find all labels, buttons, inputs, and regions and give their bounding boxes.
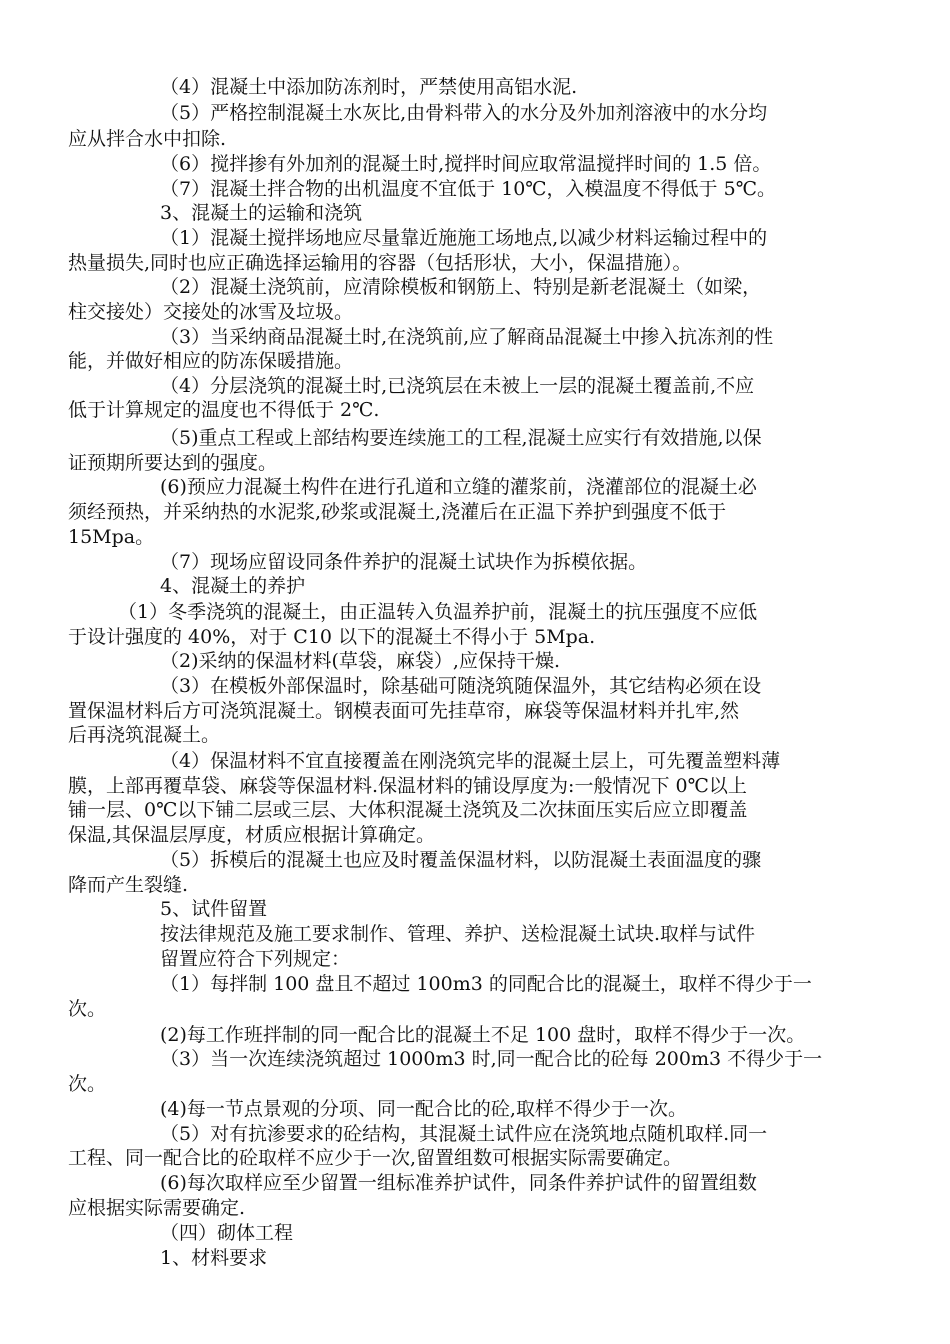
text-line: （1）混凝土搅拌场地应尽量靠近施施工场地点,以减少材料运输过程中的 bbox=[160, 227, 768, 249]
text-line: 次。 bbox=[68, 998, 107, 1020]
text-line: （7）混凝土拌合物的出机温度不宜低于 10℃，入模温度不得低于 5℃。 bbox=[160, 178, 776, 200]
text-line: （6）搅拌掺有外加剂的混凝土时,搅拌时间应取常温搅拌时间的 1.5 倍。 bbox=[160, 153, 772, 175]
text-line: 于设计强度的 40%，对于 C10 以下的混凝土不得小于 5Mpa. bbox=[68, 626, 596, 648]
section-heading: 3、混凝土的运输和浇筑 bbox=[160, 202, 363, 224]
text-line: 保温,其保温层厚度，材质应根据计算确定。 bbox=[68, 824, 436, 846]
text-line: （4）保温材料不宜直接覆盖在刚浇筑完毕的混凝土层上，可先覆盖塑料薄 bbox=[160, 750, 781, 772]
text-line: （5）对有抗渗要求的砼结构，其混凝土试件应在浇筑地点随机取样.同一 bbox=[160, 1123, 768, 1145]
text-line: (6)预应力混凝土构件在进行孔道和立缝的灌浆前，浇灌部位的混凝土必 bbox=[160, 476, 757, 498]
text-line: 次。 bbox=[68, 1073, 107, 1095]
text-line: 须经预热，并采纳热的水泥浆,砂浆或混凝土,浇灌后在正温下养护到强度不低于 bbox=[68, 501, 727, 523]
text-line: 15Mpa。 bbox=[68, 526, 155, 548]
text-line: 铺一层、0℃以下铺二层或三层、大体积混凝土浇筑及二次抹面压实后应立即覆盖 bbox=[68, 799, 748, 821]
section-heading: 4、混凝土的养护 bbox=[160, 575, 306, 597]
section-heading: 5、试件留置 bbox=[160, 898, 268, 920]
text-line: （2）混凝土浇筑前，应清除模板和钢筋上、特别是新老混凝土（如梁， bbox=[160, 276, 762, 298]
text-line: （3）当采纳商品混凝土时,在浇筑前,应了解商品混凝土中掺入抗冻剂的性 bbox=[160, 326, 774, 348]
text-line: 工程、同一配合比的砼取样不应少于一次,留置组数可根据实际需要确定。 bbox=[68, 1147, 683, 1169]
text-line: (2)每工作班拌制的同一配合比的混凝土不足 100 盘时，取样不得少于一次。 bbox=[160, 1024, 806, 1046]
text-line: 后再浇筑混凝土。 bbox=[68, 724, 221, 746]
text-line: （4）分层浇筑的混凝土时,已浇筑层在未被上一层的混凝土覆盖前,不应 bbox=[160, 375, 755, 397]
text-line: 应根据实际需要确定. bbox=[68, 1197, 246, 1219]
text-line: （1）冬季浇筑的混凝土，由正温转入负温养护前，混凝土的抗压强度不应低 bbox=[118, 601, 758, 623]
section-heading: 1、材料要求 bbox=[160, 1247, 268, 1269]
text-line: 热量损失,同时也应正确选择运输用的容器（包括形状，大小，保温措施）。 bbox=[68, 252, 692, 274]
text-line: (6)每次取样应至少留置一组标准养护试件，同条件养护试件的留置组数 bbox=[160, 1172, 757, 1194]
text-line: 证预期所要达到的强度。 bbox=[68, 452, 278, 474]
text-line: 按法律规范及施工要求制作、管理、养护、送检混凝土试块.取样与试件 bbox=[160, 923, 756, 945]
text-line: （5）严格控制混凝土水灰比,由骨料带入的水分及外加剂溶液中的水分均 bbox=[160, 102, 768, 124]
text-line: （5)重点工程或上部结构要连续施工的工程,混凝土应实行有效措施,以保 bbox=[160, 427, 762, 449]
text-line: 置保温材料后方可浇筑混凝土。钢模表面可先挂草帘，麻袋等保温材料并扎牢,然 bbox=[68, 700, 740, 722]
text-line: （5）拆模后的混凝土也应及时覆盖保温材料，以防混凝土表面温度的骤 bbox=[160, 849, 762, 871]
section-heading: （四）砌体工程 bbox=[160, 1222, 294, 1244]
text-line: （1）每拌制 100 盘且不超过 100m3 的同配合比的混凝土，取样不得少于一 bbox=[160, 973, 812, 995]
text-line: （3）在模板外部保温时，除基础可随浇筑随保温外，其它结构必须在设 bbox=[160, 675, 762, 697]
text-line: （2)采纳的保温材料(草袋，麻袋）,应保持干燥. bbox=[160, 650, 560, 672]
text-line: 降而产生裂缝. bbox=[68, 874, 189, 896]
text-line: （4）混凝土中添加防冻剂时，严禁使用高铝水泥. bbox=[160, 76, 578, 98]
text-line: 柱交接处）交接处的冰雪及垃圾。 bbox=[68, 301, 354, 323]
text-line: 留置应符合下列规定： bbox=[160, 948, 351, 970]
text-line: (4)每一节点景观的分项、同一配合比的砼,取样不得少于一次。 bbox=[160, 1098, 687, 1120]
text-line: 膜，上部再覆草袋、麻袋等保温材料.保温材料的铺设厚度为:一般情况下 0℃以上 bbox=[68, 775, 747, 797]
text-line: （7）现场应留设同条件养护的混凝土试块作为拆模依据。 bbox=[160, 551, 648, 573]
text-line: （3）当一次连续浇筑超过 1000m3 时,同一配合比的砼每 200m3 不得少于一 bbox=[160, 1048, 823, 1070]
text-line: 能，并做好相应的防冻保暖措施。 bbox=[68, 350, 354, 372]
text-line: 应从拌合水中扣除. bbox=[68, 128, 227, 150]
text-line: 低于计算规定的温度也不得低于 2℃. bbox=[68, 399, 380, 421]
